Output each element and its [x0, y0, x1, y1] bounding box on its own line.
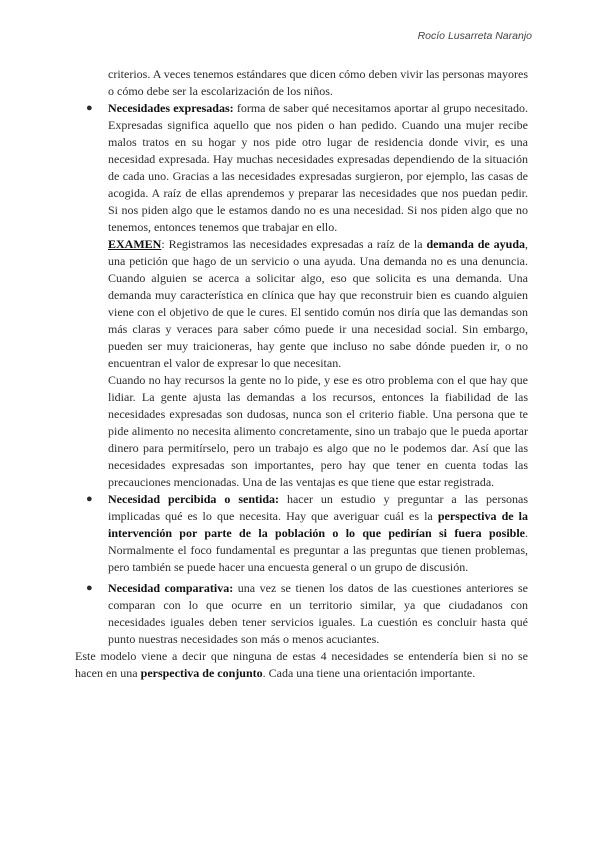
- conclusion-paragraph: [75, 648, 528, 682]
- conclusion-bold: perspectiva de conjunto: [140, 666, 263, 680]
- perceived-need-bold: perspectiva de la intervención por parte de la población o lo que pedirían si fuera posible: [108, 509, 528, 540]
- term-perceived-need: Necesidad percibida o sentida:: [108, 492, 280, 506]
- exam-paragraph: [108, 236, 528, 372]
- conclusion-text-a: Este modelo viene a decir que ninguna de estas 4 necesidades se entendería bien si no se hacen en una: [75, 649, 528, 680]
- conclusion-text-b: . Cada una tiene una orientación importante.: [262, 666, 476, 680]
- exam-label: EXAMEN: [108, 237, 162, 251]
- exam-bold: demanda de ayuda: [426, 237, 525, 251]
- bullet-icon: ●: [86, 582, 93, 594]
- perceived-need-text-a: hacer un estudio y preguntar a las personas implicadas qué es lo que necesita. Hay que averiguar cuál es la: [108, 492, 528, 523]
- list-item-comparative-need: [86, 580, 528, 648]
- resources-paragraph: Cuando no hay recursos la gente no lo pide, y ese es otro problema con el que hay que lidiar. La gente ajusta las demandas a los recursos, entonces la fiabilidad de las necesidades expresadas son dudosas, nunca son el criterio fiable. Una persona que te pide alimento no necesita alimento concretamente, sino un trabajo que le pueda aportar dinero para permitírselo, pero un trabajo es algo que no le podemos dar. Así que las necesidades expresadas son importantes, pero hay que tener en cuenta todas las precauciones mencionadas. Una de las ventajas es que tiene que estar registrada.: [108, 373, 528, 489]
- expressed-needs-text: forma de saber qué necesitamos aportar al grupo necesitado. Expresadas significa aquello que nos piden o han pedido. Cuando una mujer recibe malos tratos en su hogar y nos pide otro lugar de residencia donde vivir, es una necesidad expresada. Hay muchas necesidades expresadas dependiendo de la situación de cada uno. Gracias a las necesidades expresadas surgieron, por ejemplo, las casas de acogida. A raíz de ellas aprendemos y preparar las necesidades que nos puedan pedir. Si nos piden algo que le estamos dando no es una necesidad. Si nos piden algo que no tenemos, entonces tenemos que trabajar en ello.: [108, 101, 529, 234]
- comparative-need-text: una vez se tienen los datos de las cuestiones anteriores se comparan con lo que ocurre en un territorio similar, ya que ciudadanos con necesidades iguales deben tener servicios iguales. La cuestión es concluir hasta qué punto nuestras necesidades son más o menos acuciantes.: [108, 581, 528, 646]
- term-expressed-needs: Necesidades expresadas:: [108, 101, 234, 115]
- document-body: [75, 66, 528, 682]
- list-item-perceived-need: [86, 491, 528, 576]
- bullet-icon: ●: [86, 493, 93, 505]
- exam-text-a: : Registramos las necesidades expresadas a raíz de la: [161, 237, 427, 251]
- author-header: Rocío Lusarreta Naranjo: [417, 30, 532, 42]
- exam-text-b: , una petición que hago de un servicio o una ayuda. Una demanda no es una denuncia. Cuando alguien se acerca a solicitar algo, eso que solicita es una demanda. Una demanda muy característica en clínica que hay que reconstruir bien es cuando alguien viene con el objetivo de que le cures. El sentido común nos diría que las demandas son más claras y veraces para saber cómo puede ir una necesidad social. Sin embargo, pueden ser muy traicioneras, hay gente que incluso no sabe dónde pueden ir, o no encuentran el valor de expresar lo que necesitan.: [108, 237, 528, 370]
- perceived-need-text-b: . Normalmente el foco fundamental es preguntar a las preguntas que tienen problemas, pero también se puede hacer una encuesta general o un grupo de discusión.: [108, 526, 528, 574]
- list-item-expressed-needs: [86, 100, 529, 236]
- intro-continuation: criterios. A veces tenemos estándares que dicen cómo deben vivir las personas mayores o cómo debe ser la escolarización de los niños.: [108, 67, 528, 98]
- bullet-icon: ●: [86, 102, 93, 114]
- term-comparative-need: Necesidad comparativa:: [108, 581, 234, 595]
